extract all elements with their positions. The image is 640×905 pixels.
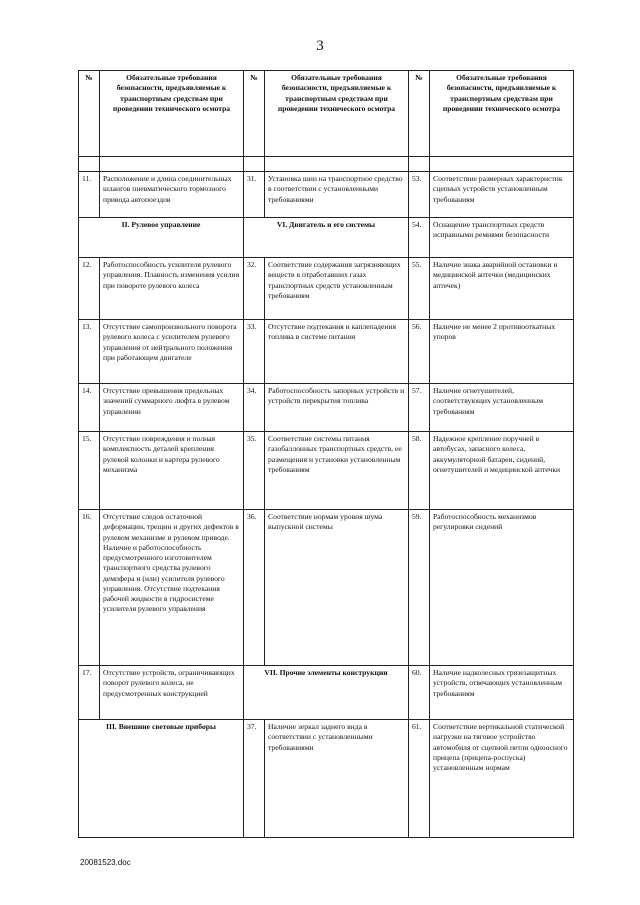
spacer-row — [79, 157, 574, 172]
row-text: Соответствие нормам уровня шума выпускной системы — [265, 510, 409, 666]
row-text: Наличие огнетушителей, соответствующих установленным требованиям — [430, 384, 574, 432]
row-number: 53. — [409, 172, 430, 218]
row-number: 32. — [244, 258, 265, 320]
row-number: 13. — [79, 320, 100, 384]
row-number: 56. — [409, 320, 430, 384]
requirements-table — [78, 70, 574, 838]
table-row — [79, 218, 574, 258]
row-number: 14. — [79, 384, 100, 432]
row-text: Работоспособность запорных устройств и устройств перекрытия топлива — [265, 384, 409, 432]
row-number: 34. — [244, 384, 265, 432]
row-number: 57. — [409, 384, 430, 432]
row-number: 36. — [244, 510, 265, 666]
row-text: Работоспособность механизмов регулировки сидений — [430, 510, 574, 666]
table-header-row — [79, 71, 574, 157]
header-title-3: Обязательные требования безопасности, предъявляемые к транспортным средствам при проведении технического осмотра — [430, 71, 574, 157]
header-num-1: № — [79, 71, 100, 157]
header-num-3: № — [409, 71, 430, 157]
row-text: Отсутствие следов остаточной деформации, трещин и других дефектов в рулевом механизме и рулевом приводе. Наличие и работоспособность предусмотренного изготовителем транспортного средства рулевого демпфера и (или) усилителя рулевого управления. Отсутствие подтекания рабочей жидкости в гидросистеме усилителя рулевого управления — [100, 510, 244, 666]
row-number: 16. — [79, 510, 100, 666]
row-text: Оснащение транспортных средств исправными ремнями безопасности — [430, 218, 574, 258]
table-row — [79, 432, 574, 510]
table-row — [79, 384, 574, 432]
table-row — [79, 510, 574, 666]
section-heading: III. Внешние световые приборы — [79, 720, 244, 838]
row-text: Наличие знака аварийной остановки и медицинской аптечки (медицинских аптечек) — [430, 258, 574, 320]
row-number: 11. — [79, 172, 100, 218]
row-number: 31. — [244, 172, 265, 218]
row-number: 61. — [409, 720, 430, 838]
row-text: Работоспособность усилителя рулевого управления. Плавность изменения усилия при повороте рулевого колеса — [100, 258, 244, 320]
row-number: 33. — [244, 320, 265, 384]
row-text: Наличие не менее 2 противооткатных упоров — [430, 320, 574, 384]
row-number: 17. — [79, 666, 100, 720]
row-text: Наличие зеркал заднего вида в соответствии с установленными требованиями — [265, 720, 409, 838]
page-number: 3 — [316, 38, 324, 54]
row-number: 15. — [79, 432, 100, 510]
row-number: 37. — [244, 720, 265, 838]
header-num-2: № — [244, 71, 265, 157]
row-text: Соответствие размерных характеристик сцепных устройств установленным требованиям — [430, 172, 574, 218]
row-text: Соответствие вертикальной статической нагрузки на тяговое устройство автомобиля от сцепной петли одноосного прицепа (прицепа-роспуска) установленным нормам — [430, 720, 574, 838]
table-row — [79, 666, 574, 720]
row-text: Соответствие содержания загрязняющих веществ в отработавших газах транспортных средств установленным требованиям — [265, 258, 409, 320]
table-row — [79, 258, 574, 320]
row-number: 54. — [409, 218, 430, 258]
header-title-2: Обязательные требования безопасности, предъявляемые к транспортным средствам при проведении технического осмотра — [265, 71, 409, 157]
row-text: Отсутствие подтекания и каплепадения топлива в системе питания — [265, 320, 409, 384]
row-text: Отсутствие превышения предельных значений суммарного люфта в рулевом управлении — [100, 384, 244, 432]
row-number: 12. — [79, 258, 100, 320]
table-row — [79, 720, 574, 838]
row-number: 58. — [409, 432, 430, 510]
row-text: Надежное крепление поручней в автобусах, запасного колеса, аккумуляторной батареи, сидений, огнетушителей и медицинской аптечки — [430, 432, 574, 510]
row-number: 59. — [409, 510, 430, 666]
row-number: 35. — [244, 432, 265, 510]
section-heading: VI. Двигатель и его системы — [244, 218, 409, 258]
row-text: Отсутствие самопроизвольного поворота рулевого колеса с усилителем рулевого управления от нейтрального положения при работающем двигателе — [100, 320, 244, 384]
table-row — [79, 320, 574, 384]
row-text: Расположение и длина соединительных шлангов пневматического тормозного привода автопоездов — [100, 172, 244, 218]
row-text: Отсутствие устройств, ограничивающих поворот рулевого колеса, не предусмотренных конструкцией — [100, 666, 244, 720]
section-heading: II. Рулевое управление — [79, 218, 244, 258]
row-text: Отсутствие повреждения и полная комплектность деталей крепления рулевой колонки и картера рулевого механизма — [100, 432, 244, 510]
row-text: Соответствие системы питания газобаллонных транспортных средств, ее размещения и установки установленным требованиям — [265, 432, 409, 510]
document-filename: 20081523.doc — [80, 858, 131, 867]
row-text: Наличие надколесных грязезащитных устройств, отвечающих установленным требованиям — [430, 666, 574, 720]
header-title-1: Обязательные требования безопасности, предъявляемые к транспортным средствам при проведении технического осмотра — [100, 71, 244, 157]
section-heading: VII. Прочие элементы конструкции — [244, 666, 409, 720]
table-row — [79, 172, 574, 218]
row-number: 55. — [409, 258, 430, 320]
row-text: Установка шин на транспортное средство в соответствии с установленными требованиями — [265, 172, 409, 218]
row-number: 60. — [409, 666, 430, 720]
